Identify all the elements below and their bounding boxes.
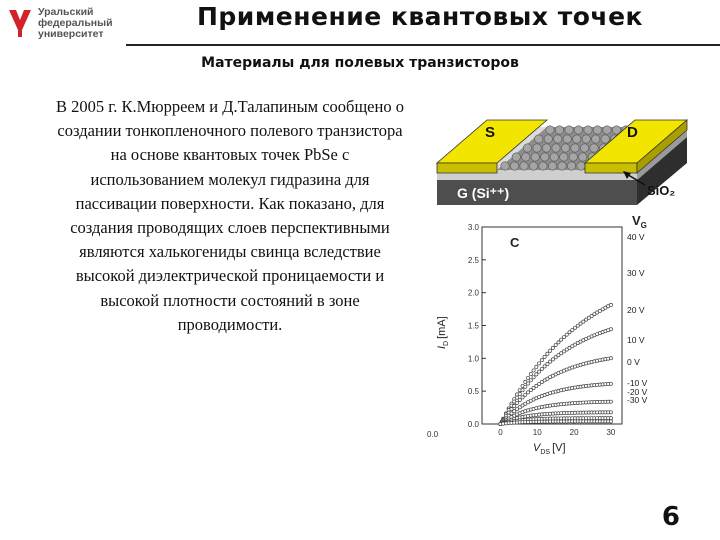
y-tick-label: 3.0: [467, 223, 479, 232]
data-point: [565, 333, 568, 336]
data-point: [540, 367, 543, 370]
data-point: [549, 360, 552, 363]
series-layer: [499, 303, 613, 425]
x-tick-label: 10: [532, 428, 542, 437]
quantum-dot: [548, 162, 556, 170]
data-point: [513, 404, 516, 407]
quantum-dot: [567, 162, 575, 170]
title-divider: [126, 44, 720, 46]
university-logo: [8, 6, 128, 42]
quantum-dot: [539, 162, 547, 170]
data-point: [532, 369, 535, 372]
legend-entry: -20 V: [627, 387, 648, 397]
x-axis-label-main: V: [533, 442, 541, 454]
data-point: [609, 417, 612, 420]
quantum-dot: [601, 135, 609, 143]
data-point: [526, 382, 529, 385]
data-point: [560, 338, 563, 341]
data-point: [609, 303, 612, 306]
quantum-dot: [569, 153, 577, 161]
data-point: [518, 398, 521, 401]
quantum-dot: [531, 153, 539, 161]
x-axis-label-unit: [V]: [552, 442, 566, 454]
data-point: [609, 357, 612, 360]
quantum-dot: [522, 153, 530, 161]
quantum-dot: [529, 162, 537, 170]
y-axis-label-sub: D: [443, 340, 450, 346]
quantum-dot: [512, 153, 520, 161]
quantum-dot: [510, 162, 518, 170]
page-title: Применение квантовых точек: [196, 2, 643, 31]
transistor-figure: [425, 95, 715, 475]
partial-left-tick: 0.0: [427, 430, 439, 439]
data-point: [562, 336, 565, 339]
data-point: [515, 396, 518, 399]
quantum-dot: [561, 144, 569, 152]
data-point: [546, 362, 549, 365]
quantum-dot: [577, 162, 585, 170]
quantum-dot: [580, 144, 588, 152]
quantum-dot: [582, 135, 590, 143]
logo-line-2: федеральный: [38, 17, 113, 29]
data-point: [543, 365, 546, 368]
page-number: 6: [661, 502, 680, 532]
data-point: [524, 385, 527, 388]
legend-entry: -30 V: [627, 395, 648, 405]
quantum-dot: [592, 135, 600, 143]
y-axis-ticks: [468, 223, 486, 429]
legend-entry: -10 V: [627, 378, 648, 388]
quantum-dot: [560, 153, 568, 161]
data-point: [538, 370, 541, 373]
y-tick-label: 0.0: [467, 420, 479, 429]
data-point: [557, 341, 560, 344]
logo-line-1: Уральский: [38, 6, 94, 18]
data-point: [535, 365, 538, 368]
y-tick-label: 2.0: [467, 288, 479, 298]
data-point: [515, 401, 518, 404]
quantum-dot: [541, 153, 549, 161]
logo-text: [38, 7, 113, 40]
quantum-dot: [593, 126, 601, 134]
quantum-dot: [571, 144, 579, 152]
quantum-dot: [574, 126, 582, 134]
plot-frame: [482, 227, 622, 424]
quantum-dot: [552, 144, 560, 152]
data-point: [609, 400, 612, 403]
quantum-dot: [555, 126, 563, 134]
x-axis-label: [533, 442, 566, 456]
data-point: [609, 411, 612, 414]
quantum-dot: [554, 135, 562, 143]
y-tick-label: 0.5: [467, 387, 479, 397]
quantum-dot: [558, 162, 566, 170]
quantum-dot: [579, 153, 587, 161]
data-point: [529, 379, 532, 382]
quantum-dot: [550, 153, 558, 161]
data-point: [568, 331, 571, 334]
logo-mark-icon: [8, 8, 32, 38]
data-point: [609, 420, 612, 423]
data-point: [546, 352, 549, 355]
legend-entry: 10 V: [627, 335, 645, 345]
quantum-dot: [542, 144, 550, 152]
data-point: [518, 392, 521, 395]
quantum-dot: [590, 144, 598, 152]
data-point: [526, 376, 529, 379]
quantum-dot: [546, 126, 554, 134]
data-point: [609, 328, 612, 331]
source-electrode-front: [437, 163, 497, 173]
series-40V: [499, 303, 613, 425]
logo-line-3: университет: [38, 28, 104, 40]
y-tick-label: 1.5: [467, 321, 479, 331]
legend-layer: [627, 232, 648, 405]
quantum-dot: [501, 162, 509, 170]
gate-label: G (Si⁺⁺): [457, 185, 510, 201]
body-paragraph: В 2005 г. К.Мюрреем и Д.Талапиным сообщено о создании тонкопленочного полевого транзистора на основе квантовых точек PbSe с использованием молекул гидразина для пассивации поверхности. Как показано, для создания проводящих слоев перспективными являются халькогениды свинца вследствие высокой диэлектрической проницаемости и высокой плотности состояний в зоне проводимости.: [56, 97, 404, 334]
data-point: [532, 376, 535, 379]
data-point: [538, 362, 541, 365]
data-point: [524, 393, 527, 396]
data-point: [540, 358, 543, 361]
quantum-dot: [544, 135, 552, 143]
x-tick-label: 30: [606, 428, 616, 437]
data-point: [571, 328, 574, 331]
x-axis-label-sub: DS: [540, 449, 551, 456]
quantum-dot: [533, 144, 541, 152]
data-point: [521, 396, 524, 399]
y-axis-label: [436, 316, 450, 349]
quantum-dot: [584, 126, 592, 134]
legend-title-main: V: [632, 213, 641, 228]
device-schematic: [437, 120, 687, 205]
data-point: [549, 349, 552, 352]
quantum-dot: [565, 126, 573, 134]
legend-entry: 30 V: [627, 268, 645, 278]
y-axis-label-unit: [mA]: [436, 316, 448, 339]
drain-electrode-front: [585, 163, 637, 173]
y-axis-label-main: I: [436, 345, 448, 349]
data-point: [521, 389, 524, 392]
oxide-label: SiO₂: [647, 183, 676, 198]
y-tick-label: 1.0: [467, 354, 479, 364]
quantum-dot: [523, 144, 531, 152]
drain-label: D: [627, 124, 638, 141]
quantum-dot: [573, 135, 581, 143]
data-point: [554, 343, 557, 346]
source-label: S: [485, 124, 496, 141]
quantum-dot: [603, 126, 611, 134]
output-characteristics-chart: [427, 213, 648, 456]
section-subtitle: Материалы для полевых транзисторов: [201, 55, 519, 71]
legend-entry: 0 V: [627, 357, 640, 367]
data-point: [543, 355, 546, 358]
y-tick-label: 2.5: [467, 255, 479, 265]
legend-entry: 20 V: [627, 305, 645, 315]
data-point: [529, 373, 532, 376]
quantum-dot: [520, 162, 528, 170]
data-point: [510, 412, 513, 415]
data-point: [526, 391, 529, 394]
quantum-dot: [563, 135, 571, 143]
x-tick-label: 0: [498, 428, 503, 437]
data-point: [535, 373, 538, 376]
legend-entry: 40 V: [627, 232, 645, 242]
x-tick-label: 20: [569, 428, 579, 437]
quantum-dot: [535, 135, 543, 143]
data-point: [609, 382, 612, 385]
data-point: [551, 346, 554, 349]
legend-title: [632, 213, 647, 230]
panel-label: C: [510, 235, 520, 250]
legend-title-sub: G: [640, 221, 647, 230]
